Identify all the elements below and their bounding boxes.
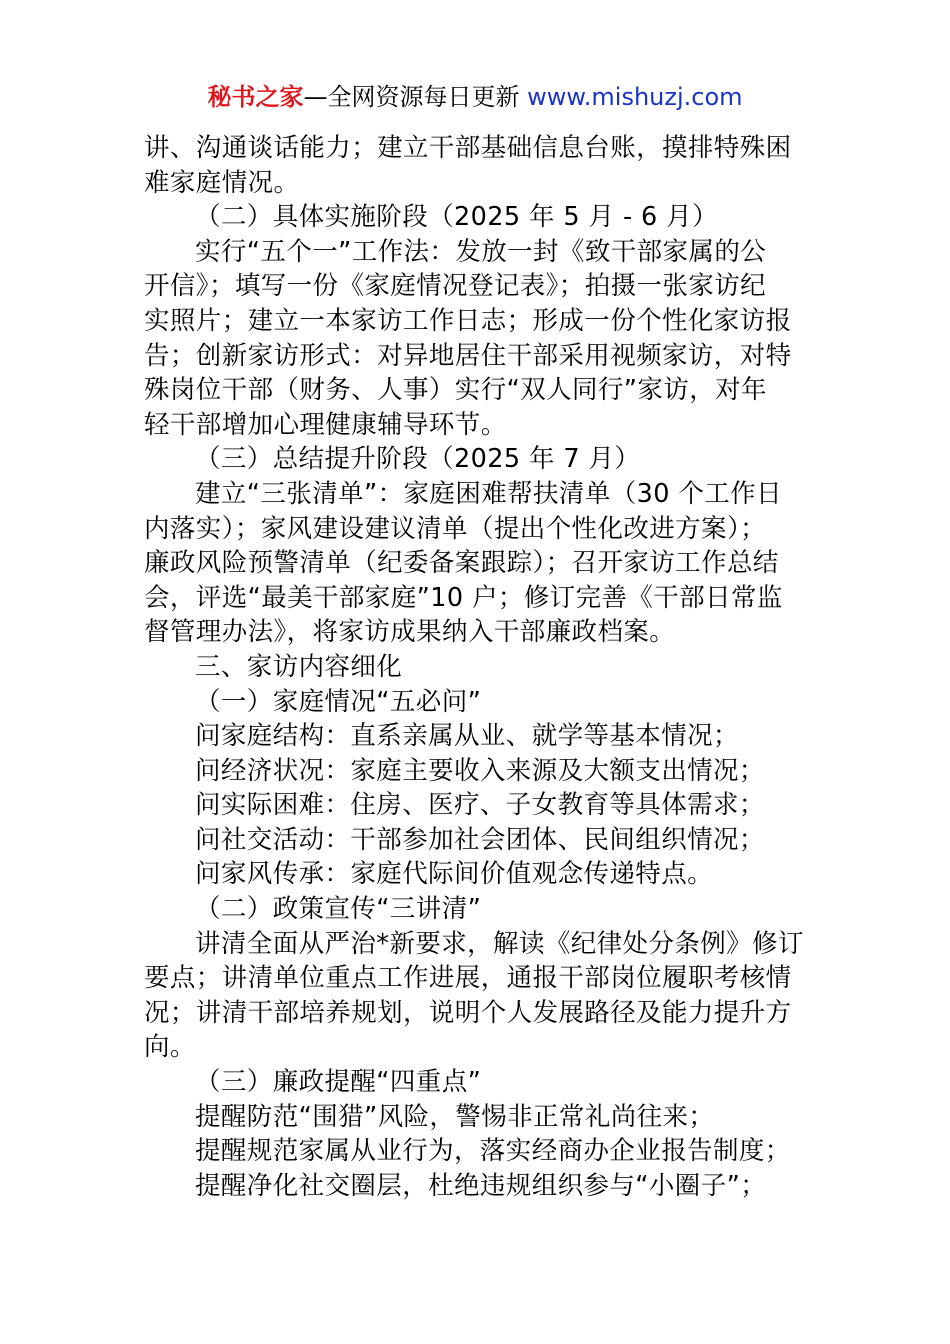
paragraph-line: 廉政风险预警清单（纪委备案跟踪）；召开家访工作总结	[144, 548, 779, 579]
page-header	[0, 80, 950, 114]
paragraph-line: 会，评选“最美干部家庭”10 户；修订完善《干部日常监	[144, 582, 783, 613]
subsection-heading: （二）政策宣传“三讲清”	[195, 894, 482, 925]
paragraph-line: 实照片；建立一本家访工作日志；形成一份个性化家访报	[144, 305, 792, 336]
paragraph-line: 难家庭情况。	[144, 167, 300, 198]
paragraph-line: 要点；讲清单位重点工作进展，通报干部岗位履职考核情	[144, 963, 792, 994]
document-body	[144, 131, 814, 1203]
subsection-heading: （三）廉政提醒“四重点”	[195, 1067, 482, 1098]
site-link[interactable]: www.mishuzj.com	[527, 83, 743, 111]
paragraph-line: 殊岗位干部（财务、人事）实行“双人同行”家访，对年	[144, 375, 767, 406]
paragraph-line: 开信》；填写一份《家庭情况登记表》；拍摄一张家访纪	[144, 271, 767, 302]
paragraph-line: 讲、沟通谈话能力；建立干部基础信息台账，摸排特殊困	[144, 133, 792, 163]
subsection-heading: （一）家庭情况“五必问”	[195, 686, 482, 717]
paragraph-line: 告；创新家访形式：对异地居住干部采用视频家访，对特	[144, 340, 792, 371]
list-item: 提醒防范“围猎”风险，警惕非正常礼尚往来；	[195, 1101, 715, 1132]
section-heading: 三、家访内容细化	[195, 651, 403, 682]
list-item: 问经济状况：家庭主要收入来源及大额支出情况；	[195, 755, 765, 786]
paragraph-line: 轻干部增加心理健康辅导环节。	[144, 409, 507, 440]
paragraph-line: 况；讲清干部培养规划，说明个人发展路径及能力提升方	[144, 997, 792, 1028]
paragraph-line: 督管理办法》，将家访成果纳入干部廉政档案。	[144, 617, 676, 648]
list-item: 问实际困难：住房、医疗、子女教育等具体需求；	[195, 790, 765, 821]
header-tagline: —全网资源每日更新	[303, 83, 528, 111]
list-item: 问家风传承：家庭代际间价值观念传递特点。	[195, 859, 714, 890]
list-item: 问社交活动：干部参加社会团体、民间组织情况；	[195, 824, 765, 855]
paragraph-line: 内落实）；家风建设建议清单（提出个性化改进方案）；	[144, 513, 767, 544]
section-heading: （三）总结提升阶段（2025 年 7 月）	[195, 444, 641, 475]
paragraph-line: 讲清全面从严治*新要求，解读《纪律处分条例》修订	[195, 928, 804, 959]
paragraph-line: 向。	[144, 1032, 196, 1063]
section-heading: （二）具体实施阶段（2025 年 5 月 - 6 月）	[195, 202, 718, 233]
paragraph-line: 实行“五个一”工作法：发放一封《致干部家属的公	[195, 236, 767, 267]
list-item: 提醒规范家属从业行为，落实经商办企业报告制度；	[195, 1136, 791, 1167]
list-item: 问家庭结构：直系亲属从业、就学等基本情况；	[195, 721, 739, 752]
brand-name: 秘书之家	[207, 83, 304, 111]
paragraph-line: 建立“三张清单”：家庭困难帮扶清单（30 个工作日	[195, 478, 782, 509]
list-item: 提醒净化社交圈层，杜绝违规组织参与“小圈子”；	[195, 1170, 767, 1201]
